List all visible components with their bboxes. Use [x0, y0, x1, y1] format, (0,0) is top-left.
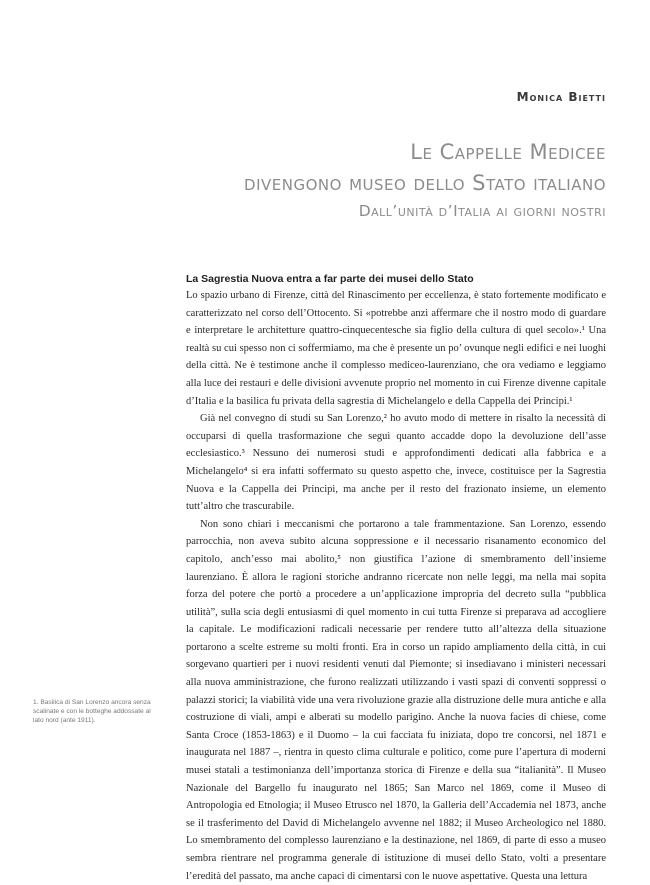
author-name: Monica Bietti — [516, 90, 606, 104]
chapter-title — [244, 137, 606, 220]
title-line-2: divengono museo dello Stato italiano — [244, 171, 606, 195]
paragraph-2: Già nel convegno di studi su San Lorenzo,² ho avuto modo di mettere in risalto la necessità di occuparsi di quella trasformazione che seguì quanto accadde dopo la devoluzione dell’asse ecclesiastico.³ Nessuno dei numerosi studi e approfondimenti dedicati alla fabbrica e a Michelangelo⁴ si era infatti soffermato su questo aspetto che, invece, costituisce per la Sagrestia Nuova e la Cappella dei Principi, ma anche per il resto del frazionato insieme, un elemento tutt’altro che trascurabile. — [186, 413, 606, 513]
paragraph-1: Lo spazio urbano di Firenze, città del Rinascimento per eccellenza, è stato fortemente modificato e caratterizzato nel corso dell’Ottocento. Si «potrebbe anzi affermare che il nostro modo di guardare e interpretare le architetture quattro-cinquecentesche sia figlio della cultura di quel secolo».¹ Una realtà su cui spesso non ci soffermiamo, ma che è presente un po’ ovunque negli edifici e nei luoghi della città. Ne è testimone anche il complesso mediceo-laurenziano, che ora vediamo e leggiamo alla luce dei restauri e delle divisioni avvenute proprio nel momento in cui Firenze divenne capitale d’Italia e la basilica fu privata della sagrestia di Michelangelo e della Cappella dei Principi.¹ — [186, 290, 606, 407]
article-body — [186, 271, 606, 885]
title-line-1: Le Cappelle Medicee — [410, 140, 606, 164]
section-heading: La Sagrestia Nuova entra a far parte dei musei dello Stato — [186, 273, 474, 285]
chapter-subtitle: Dall’unità d’Italia ai giorni nostri — [358, 202, 606, 220]
figure-caption: 1. Basilica di San Lorenzo ancora senza scalinate e con le botteghe addossate al lato nord (ante 1911). — [33, 699, 151, 724]
paragraph-3: Non sono chiari i meccanismi che portarono a tale frammentazione. San Lorenzo, essendo parrocchia, non aveva subito alcuna soppressione e il necessario risanamento economico del capitolo, anch’esso mai abolito,⁵ non giustifica l’azione di smembramento dell’insieme laurenziano. È allora le ragioni storiche andranno ricercate non nelle leggi, ma nella mai sopita forza del potere che portò a procedere a un’applicazione impropria del decreto sulla “pubblica utilità”, sulla scia degli entusiasmi di quel momento in cui tutta Firenze si preparava ad accogliere la capitale. Le modificazioni radicali necessarie per rendere tutto all’altezza della situazione portarono a scelte estreme su molti fronti. Era in corso un rapido ampliamento della città, in cui sorgevano quartieri per i nuovi residenti venuti dal Piemonte; si insediavano i ministeri necessari alla nuova amministrazione, che furono realizzati utilizzando i vasti spazi di conventi soppressi o palazzi storici; la viabilità vide una vera rivoluzione grazie alla distruzione delle mura antiche e alla costruzione di viali, ampi e alberati su modello parigino. Anche la nuova facies di chiese, come Santa Croce (1853-1863) e il Duomo – la cui facciata fu iniziata, dopo tre concorsi, nel 1871 e inaugurata nel 1887 –, rientra in questo clima culturale e politico, come pure l’apertura di moderni musei statali a testimonianza dell’importanza storica di Firenze e della sua “italianità”. Il Museo Nazionale del Bargello fu inaugurato nel 1865; San Marco nel 1869, come il Museo di Antropologia ed Etnologia; il Museo Etrusco nel 1870, la Galleria dell’Accademia nel 1873, anche se il trasferimento del David di Michelangelo avvenne nel 1882; il Museo Archeologico nel 1880. Lo smembramento del complesso laurenziano e la destinazione, nel 1869, di parte di esso a museo sembra rientrare nel programma generale di istituzione di musei dello Stato, volti a presentare l’eredità del passato, ma anche capaci di cimentarsi con le nuove aspettative. Questa una lettura — [186, 518, 606, 882]
